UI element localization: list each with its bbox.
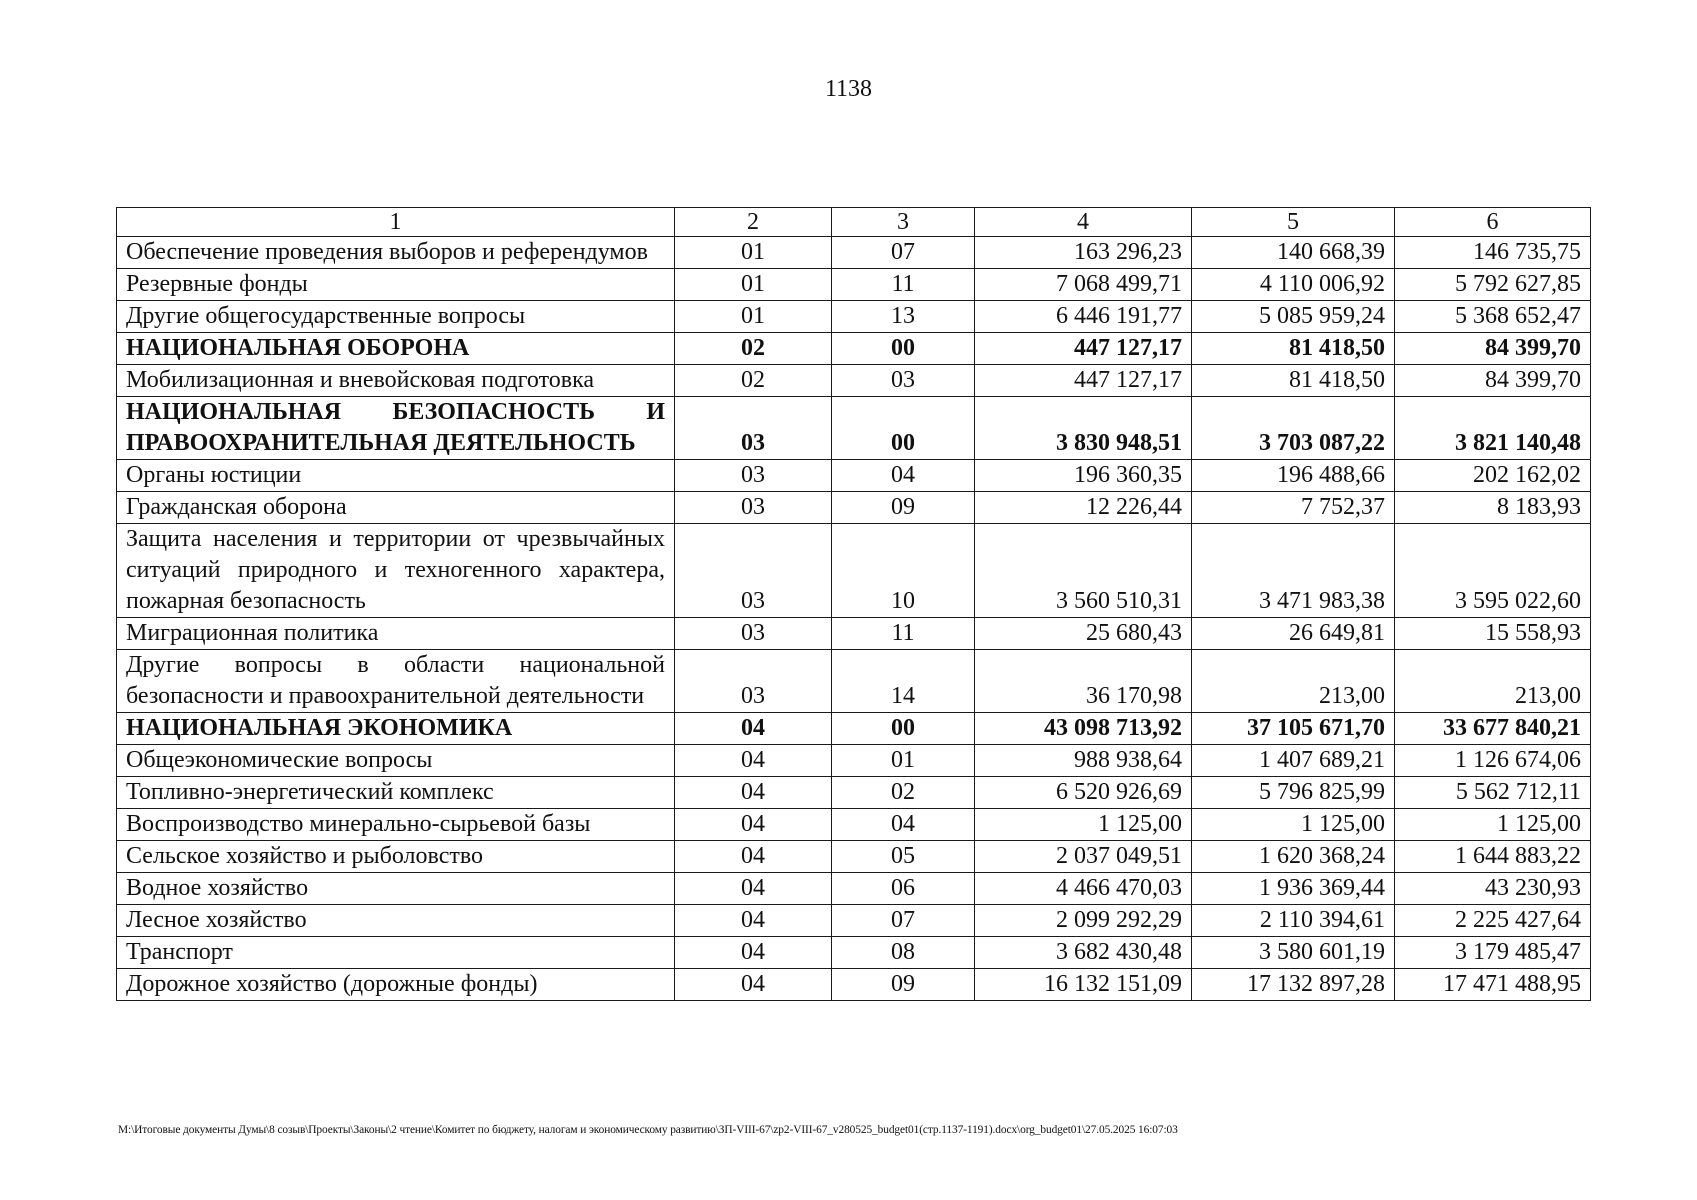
amount-col6-cell: 15 558,93 xyxy=(1395,618,1591,650)
amount-col4-cell: 36 170,98 xyxy=(975,650,1192,713)
amount-col5-cell: 196 488,66 xyxy=(1192,460,1395,492)
header-cell-1: 1 xyxy=(117,208,675,237)
table-row xyxy=(117,650,1591,713)
amount-col4-cell: 16 132 151,09 xyxy=(975,969,1192,1001)
subsection-code-cell: 01 xyxy=(832,745,975,777)
amount-col6-cell: 5 792 627,85 xyxy=(1395,269,1591,301)
row-name-cell: Защита населения и территории от чрезвычайных ситуаций природного и техногенного характера, пожарная безопасность xyxy=(117,524,675,618)
subsection-code-cell: 02 xyxy=(832,777,975,809)
row-name-cell: НАЦИОНАЛЬНАЯ ОБОРОНА xyxy=(117,333,675,365)
amount-col4-cell: 25 680,43 xyxy=(975,618,1192,650)
table-row xyxy=(117,460,1591,492)
amount-col6-cell: 202 162,02 xyxy=(1395,460,1591,492)
amount-col6-cell: 84 399,70 xyxy=(1395,333,1591,365)
amount-col4-cell: 2 099 292,29 xyxy=(975,905,1192,937)
amount-col5-cell: 7 752,37 xyxy=(1192,492,1395,524)
row-name-cell: Другие общегосударственные вопросы xyxy=(117,301,675,333)
amount-col6-cell: 1 126 674,06 xyxy=(1395,745,1591,777)
table-row xyxy=(117,809,1591,841)
row-name-cell: Сельское хозяйство и рыболовство xyxy=(117,841,675,873)
subsection-code-cell: 14 xyxy=(832,650,975,713)
table-section-row xyxy=(117,713,1591,745)
amount-col4-cell: 4 466 470,03 xyxy=(975,873,1192,905)
row-name-cell: Водное хозяйство xyxy=(117,873,675,905)
amount-col6-cell: 84 399,70 xyxy=(1395,365,1591,397)
subsection-code-cell: 07 xyxy=(832,237,975,269)
amount-col5-cell: 3 580 601,19 xyxy=(1192,937,1395,969)
section-code-cell: 04 xyxy=(675,969,832,1001)
amount-col4-cell: 196 360,35 xyxy=(975,460,1192,492)
amount-col5-cell: 3 471 983,38 xyxy=(1192,524,1395,618)
section-code-cell: 04 xyxy=(675,745,832,777)
table-row xyxy=(117,269,1591,301)
row-name-cell: Обеспечение проведения выборов и референдумов xyxy=(117,237,675,269)
amount-col6-cell: 2 225 427,64 xyxy=(1395,905,1591,937)
amount-col4-cell: 12 226,44 xyxy=(975,492,1192,524)
subsection-code-cell: 06 xyxy=(832,873,975,905)
amount-col5-cell: 1 936 369,44 xyxy=(1192,873,1395,905)
amount-col6-cell: 43 230,93 xyxy=(1395,873,1591,905)
header-cell-5: 5 xyxy=(1192,208,1395,237)
amount-col5-cell: 17 132 897,28 xyxy=(1192,969,1395,1001)
amount-col4-cell: 163 296,23 xyxy=(975,237,1192,269)
subsection-code-cell: 00 xyxy=(832,713,975,745)
budget-table-body xyxy=(117,208,1591,1001)
section-code-cell: 03 xyxy=(675,524,832,618)
amount-col4-cell: 3 830 948,51 xyxy=(975,397,1192,460)
table-row xyxy=(117,745,1591,777)
row-name-cell: Органы юстиции xyxy=(117,460,675,492)
section-code-cell: 03 xyxy=(675,650,832,713)
subsection-code-cell: 10 xyxy=(832,524,975,618)
table-section-row xyxy=(117,333,1591,365)
subsection-code-cell: 11 xyxy=(832,269,975,301)
row-name-cell: Мобилизационная и вневойсковая подготовка xyxy=(117,365,675,397)
row-name-cell: Лесное хозяйство xyxy=(117,905,675,937)
table-row xyxy=(117,777,1591,809)
subsection-code-cell: 08 xyxy=(832,937,975,969)
row-name-cell: Резервные фонды xyxy=(117,269,675,301)
row-name-cell: Топливно-энергетический комплекс xyxy=(117,777,675,809)
subsection-code-cell: 03 xyxy=(832,365,975,397)
amount-col5-cell: 1 407 689,21 xyxy=(1192,745,1395,777)
amount-col6-cell: 3 179 485,47 xyxy=(1395,937,1591,969)
subsection-code-cell: 09 xyxy=(832,969,975,1001)
subsection-code-cell: 05 xyxy=(832,841,975,873)
amount-col5-cell: 81 418,50 xyxy=(1192,365,1395,397)
section-code-cell: 04 xyxy=(675,937,832,969)
row-name-cell: Гражданская оборона xyxy=(117,492,675,524)
amount-col6-cell: 5 562 712,11 xyxy=(1395,777,1591,809)
row-name-cell: Миграционная политика xyxy=(117,618,675,650)
amount-col6-cell: 3 595 022,60 xyxy=(1395,524,1591,618)
section-code-cell: 04 xyxy=(675,873,832,905)
amount-col5-cell: 5 085 959,24 xyxy=(1192,301,1395,333)
row-name-cell: Транспорт xyxy=(117,937,675,969)
amount-col4-cell: 3 560 510,31 xyxy=(975,524,1192,618)
amount-col6-cell: 17 471 488,95 xyxy=(1395,969,1591,1001)
row-name-cell: Воспроизводство минерально-сырьевой базы xyxy=(117,809,675,841)
amount-col6-cell: 213,00 xyxy=(1395,650,1591,713)
amount-col4-cell: 6 520 926,69 xyxy=(975,777,1192,809)
table-row xyxy=(117,301,1591,333)
amount-col4-cell: 6 446 191,77 xyxy=(975,301,1192,333)
table-section-row xyxy=(117,397,1591,460)
row-name-cell: Другие вопросы в области национальной безопасности и правоохранительной деятельности xyxy=(117,650,675,713)
section-code-cell: 03 xyxy=(675,397,832,460)
header-cell-4: 4 xyxy=(975,208,1192,237)
table-header-row xyxy=(117,208,1591,237)
section-code-cell: 04 xyxy=(675,905,832,937)
amount-col5-cell: 4 110 006,92 xyxy=(1192,269,1395,301)
table-row xyxy=(117,365,1591,397)
amount-col5-cell: 140 668,39 xyxy=(1192,237,1395,269)
amount-col6-cell: 33 677 840,21 xyxy=(1395,713,1591,745)
table-row xyxy=(117,841,1591,873)
section-code-cell: 04 xyxy=(675,841,832,873)
amount-col6-cell: 1 644 883,22 xyxy=(1395,841,1591,873)
subsection-code-cell: 04 xyxy=(832,809,975,841)
section-code-cell: 04 xyxy=(675,713,832,745)
section-code-cell: 01 xyxy=(675,301,832,333)
header-cell-3: 3 xyxy=(832,208,975,237)
amount-col5-cell: 26 649,81 xyxy=(1192,618,1395,650)
table-row xyxy=(117,492,1591,524)
amount-col5-cell: 1 125,00 xyxy=(1192,809,1395,841)
page-number: 1138 xyxy=(824,76,873,102)
amount-col4-cell: 988 938,64 xyxy=(975,745,1192,777)
amount-col4-cell: 447 127,17 xyxy=(975,365,1192,397)
amount-col5-cell: 1 620 368,24 xyxy=(1192,841,1395,873)
amount-col4-cell: 7 068 499,71 xyxy=(975,269,1192,301)
section-code-cell: 02 xyxy=(675,333,832,365)
amount-col6-cell: 8 183,93 xyxy=(1395,492,1591,524)
row-name-cell: НАЦИОНАЛЬНАЯ ЭКОНОМИКА xyxy=(117,713,675,745)
amount-col4-cell: 2 037 049,51 xyxy=(975,841,1192,873)
budget-table xyxy=(116,207,1591,1001)
amount-col5-cell: 5 796 825,99 xyxy=(1192,777,1395,809)
subsection-code-cell: 11 xyxy=(832,618,975,650)
header-cell-6: 6 xyxy=(1395,208,1591,237)
subsection-code-cell: 09 xyxy=(832,492,975,524)
amount-col5-cell: 37 105 671,70 xyxy=(1192,713,1395,745)
section-code-cell: 03 xyxy=(675,492,832,524)
row-name-cell: Общеэкономические вопросы xyxy=(117,745,675,777)
section-code-cell: 02 xyxy=(675,365,832,397)
section-code-cell: 01 xyxy=(675,237,832,269)
subsection-code-cell: 00 xyxy=(832,333,975,365)
amount-col5-cell: 3 703 087,22 xyxy=(1192,397,1395,460)
section-code-cell: 04 xyxy=(675,809,832,841)
section-code-cell: 03 xyxy=(675,460,832,492)
row-name-cell: Дорожное хозяйство (дорожные фонды) xyxy=(117,969,675,1001)
amount-col5-cell: 213,00 xyxy=(1192,650,1395,713)
amount-col4-cell: 1 125,00 xyxy=(975,809,1192,841)
section-code-cell: 01 xyxy=(675,269,832,301)
table-row xyxy=(117,618,1591,650)
amount-col4-cell: 447 127,17 xyxy=(975,333,1192,365)
amount-col6-cell: 5 368 652,47 xyxy=(1395,301,1591,333)
row-name-cell: НАЦИОНАЛЬНАЯ БЕЗОПАСНОСТЬ И ПРАВООХРАНИТЕЛЬНАЯ ДЕЯТЕЛЬНОСТЬ xyxy=(117,397,675,460)
amount-col4-cell: 43 098 713,92 xyxy=(975,713,1192,745)
subsection-code-cell: 13 xyxy=(832,301,975,333)
amount-col5-cell: 2 110 394,61 xyxy=(1192,905,1395,937)
header-cell-2: 2 xyxy=(675,208,832,237)
file-path-footer: M:\Итоговые документы Думы\8 созыв\Проекты\Законы\2 чтение\Комитет по бюджету, налогам и экономическому развитию\ЗП-VIII-67\zp2-VIII-67_v280525_budget01(стр.1137-1191).docx\org_budget01\27.05.2025 16:07:03 xyxy=(118,1124,1178,1136)
amount-col6-cell: 146 735,75 xyxy=(1395,237,1591,269)
table-row xyxy=(117,969,1591,1001)
subsection-code-cell: 04 xyxy=(832,460,975,492)
amount-col4-cell: 3 682 430,48 xyxy=(975,937,1192,969)
table-row xyxy=(117,937,1591,969)
table-row xyxy=(117,905,1591,937)
section-code-cell: 03 xyxy=(675,618,832,650)
section-code-cell: 04 xyxy=(675,777,832,809)
table-row xyxy=(117,237,1591,269)
table-row xyxy=(117,873,1591,905)
subsection-code-cell: 07 xyxy=(832,905,975,937)
amount-col6-cell: 1 125,00 xyxy=(1395,809,1591,841)
subsection-code-cell: 00 xyxy=(832,397,975,460)
amount-col5-cell: 81 418,50 xyxy=(1192,333,1395,365)
amount-col6-cell: 3 821 140,48 xyxy=(1395,397,1591,460)
table-row xyxy=(117,524,1591,618)
